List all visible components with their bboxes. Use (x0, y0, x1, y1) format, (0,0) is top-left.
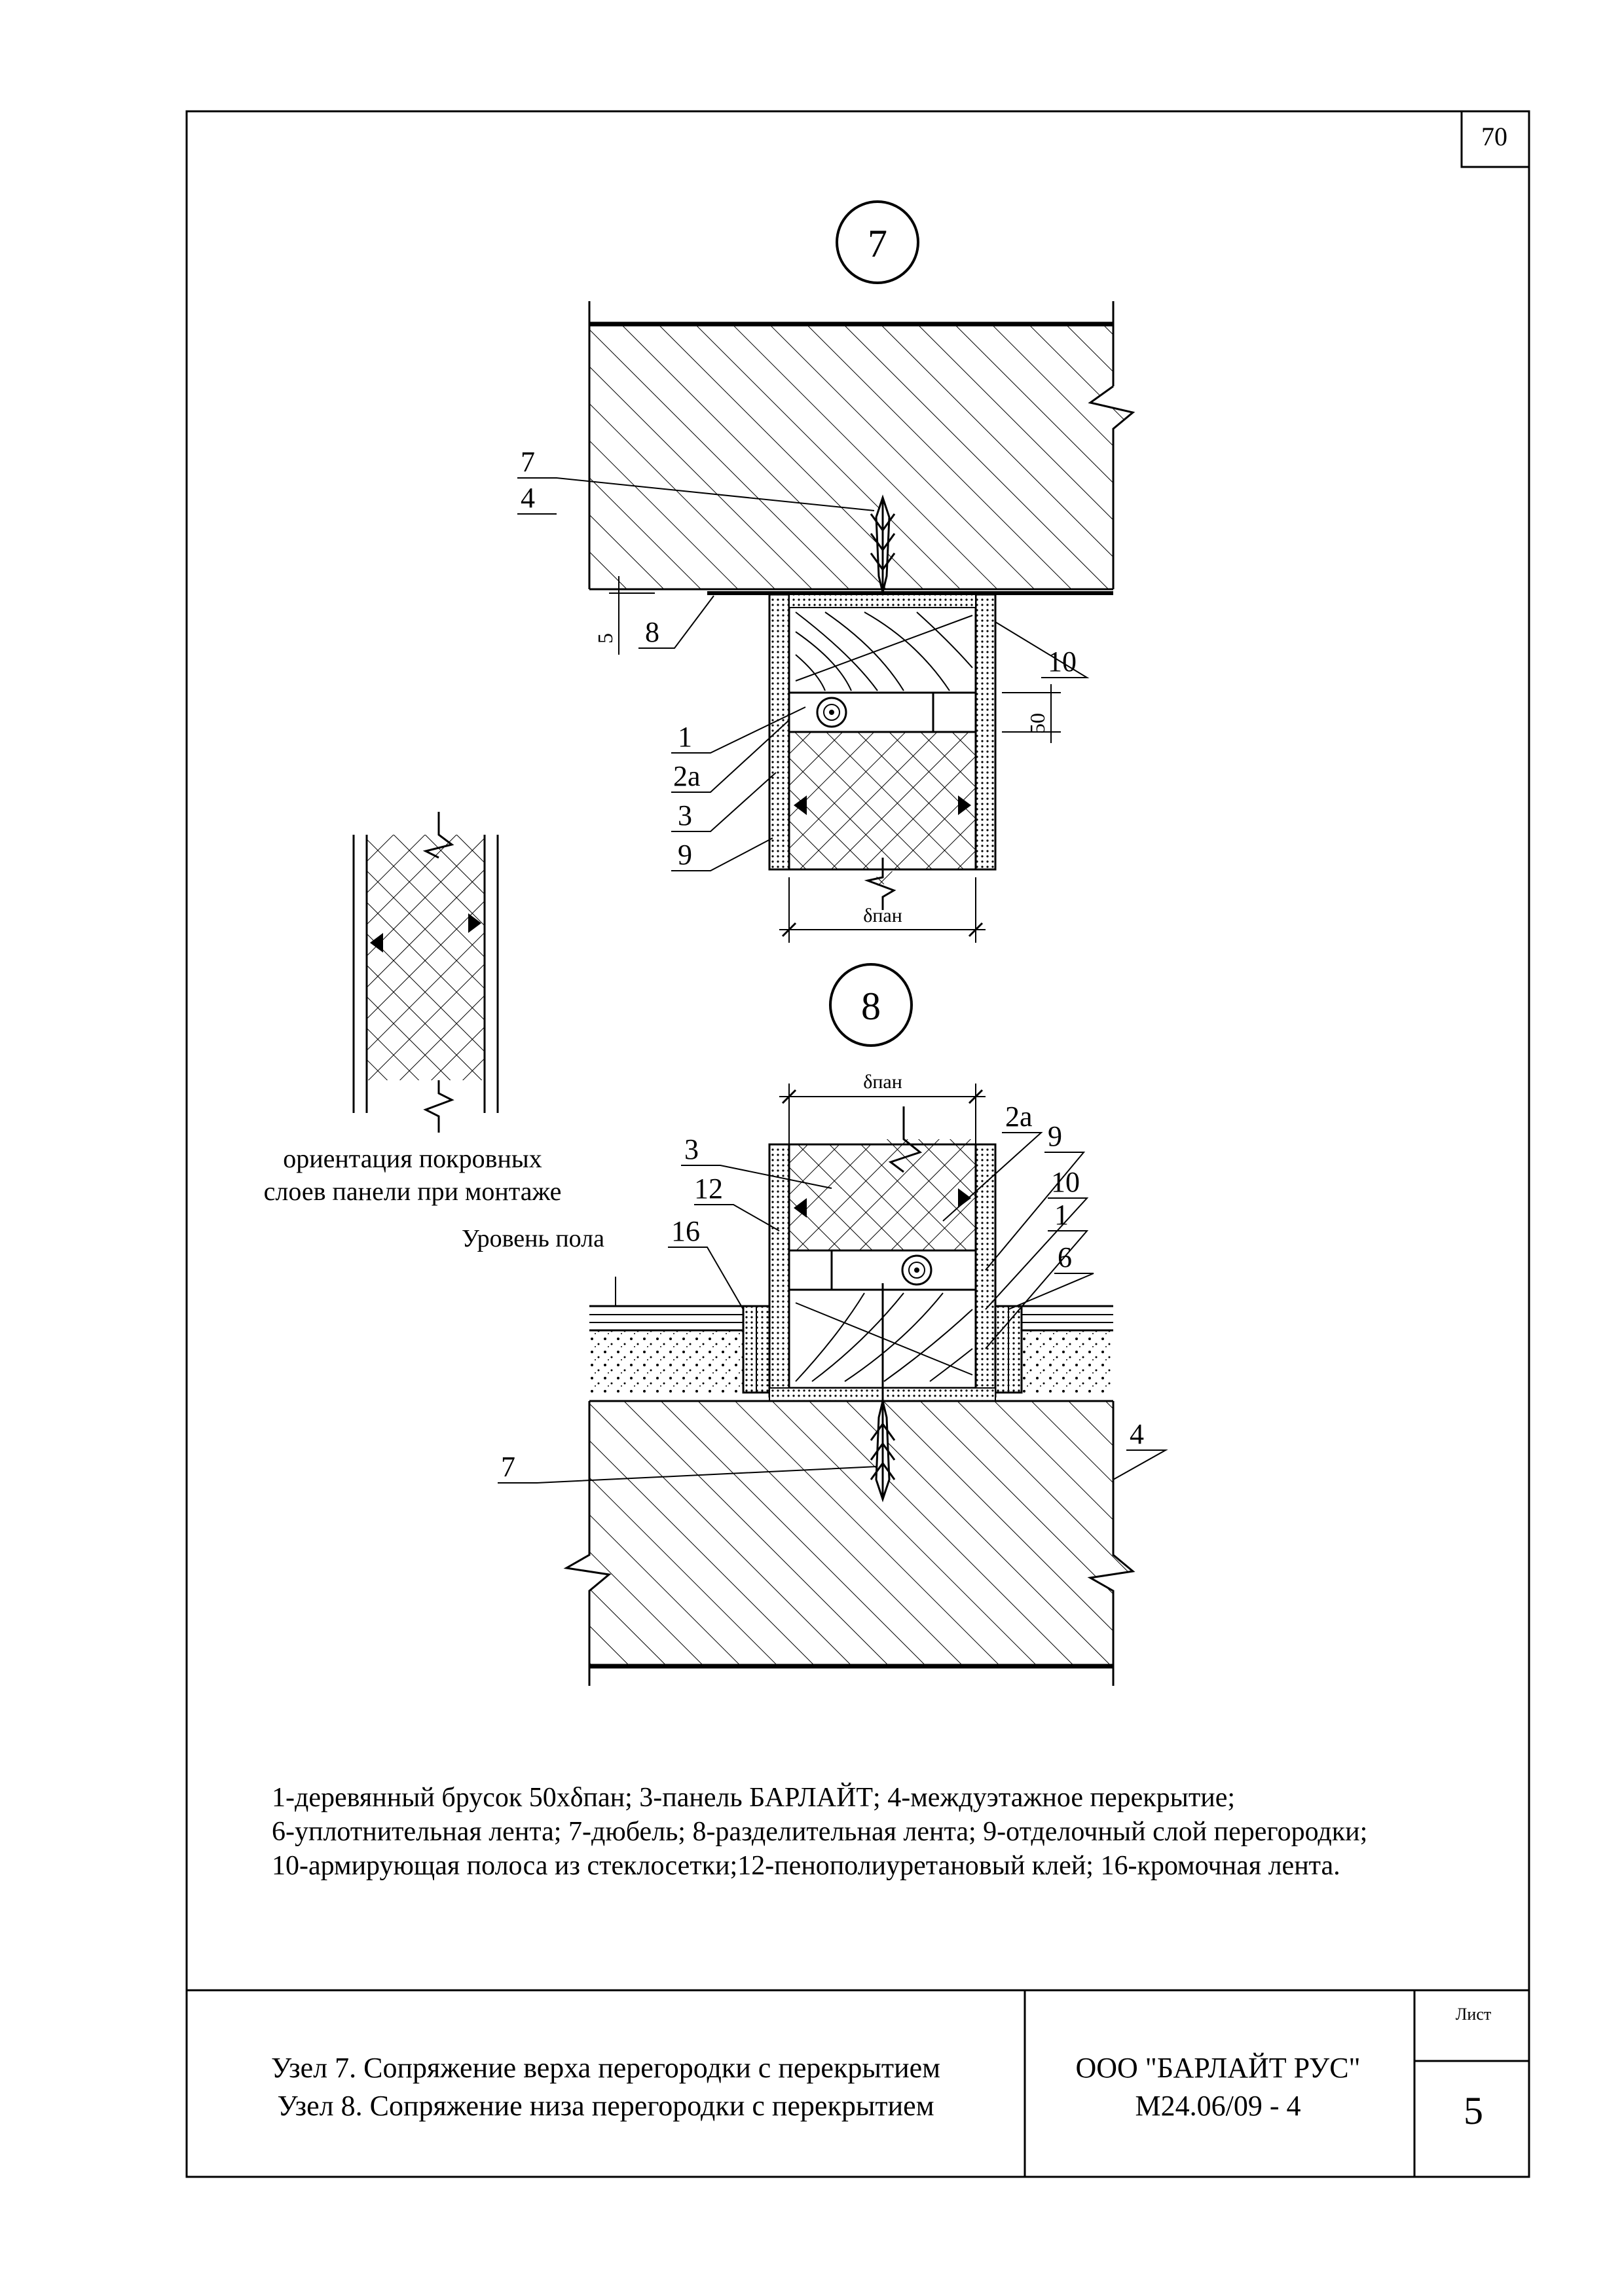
sheet-label: Лист (1455, 2005, 1492, 2024)
node8-callout-2a: 2а (1005, 1101, 1033, 1133)
node8-callout-9: 9 (1048, 1120, 1062, 1152)
org-line1: ООО "БАРЛАЙТ РУС" (1075, 2052, 1361, 2084)
sheet-number: 5 (1464, 2089, 1483, 2132)
page-number: 70 (1481, 122, 1507, 151)
node7-dim-50-label: 50 (1025, 713, 1049, 734)
legend-note-line2: 6-уплотнительная лента; 7-дюбель; 8-разделительная лента; 9-отделочный слой перегородки; (272, 1817, 1368, 1847)
floor-level-label: Уровень пола (462, 1225, 604, 1252)
node8-callout-3: 3 (684, 1133, 699, 1165)
node8-callout-7: 7 (501, 1451, 515, 1483)
org-line2: М24.06/09 - 4 (1135, 2090, 1301, 2122)
orientation-caption (223, 1142, 602, 1208)
node8-callout-12: 12 (694, 1173, 723, 1205)
legend-notes (272, 1781, 1516, 1883)
title-block-organization (1028, 2049, 1408, 2125)
legend-note-line3: 10-армирующая полоса из стеклосетки;12-пенополиуретановый клей; 16-кромочная лента. (272, 1851, 1340, 1881)
node7-callout-10: 10 (1048, 646, 1077, 678)
node8-callout-10: 10 (1051, 1166, 1080, 1198)
node7-callout-4: 4 (521, 482, 535, 514)
node8-thickness-label: δпан (863, 1071, 902, 1093)
node8-callout-1: 1 (1054, 1199, 1069, 1231)
node8-slab (566, 1401, 1133, 1686)
title-block-title (196, 2049, 1015, 2125)
node7-number: 7 (868, 222, 887, 265)
node8-callout-6: 6 (1058, 1241, 1072, 1273)
node7-partition (769, 594, 995, 887)
node7-callout-3: 3 (678, 799, 692, 831)
orientation-caption-line2: слоев панели при монтаже (263, 1176, 562, 1206)
node7-slab (589, 301, 1133, 589)
orientation-caption-line1: ориентация покровных (283, 1144, 542, 1173)
node8-callout-4: 4 (1130, 1418, 1144, 1450)
node7-callout-1: 1 (678, 721, 692, 753)
node8-callout-16: 16 (671, 1215, 700, 1247)
node8-number: 8 (861, 985, 881, 1028)
node7-callout-8: 8 (645, 616, 659, 648)
title-line1: Узел 7. Сопряжение верха перегородки с перекрытием (270, 2052, 941, 2084)
title-line2: Узел 8. Сопряжение низа перегородки с перекрытием (277, 2090, 934, 2122)
node7-callout-2a: 2а (673, 760, 701, 792)
node7-dim-5-label: 5 (593, 633, 617, 644)
node7-callout-7: 7 (521, 446, 535, 478)
node7-callout-9: 9 (678, 839, 692, 871)
orientation-panel-sketch (354, 812, 498, 1133)
node7-thickness-label: δпан (863, 905, 902, 926)
legend-note-line1: 1-деревянный брусок 50хδпан; 3-панель БАРЛАЙТ; 4-междуэтажное перекрытие; (272, 1783, 1236, 1813)
